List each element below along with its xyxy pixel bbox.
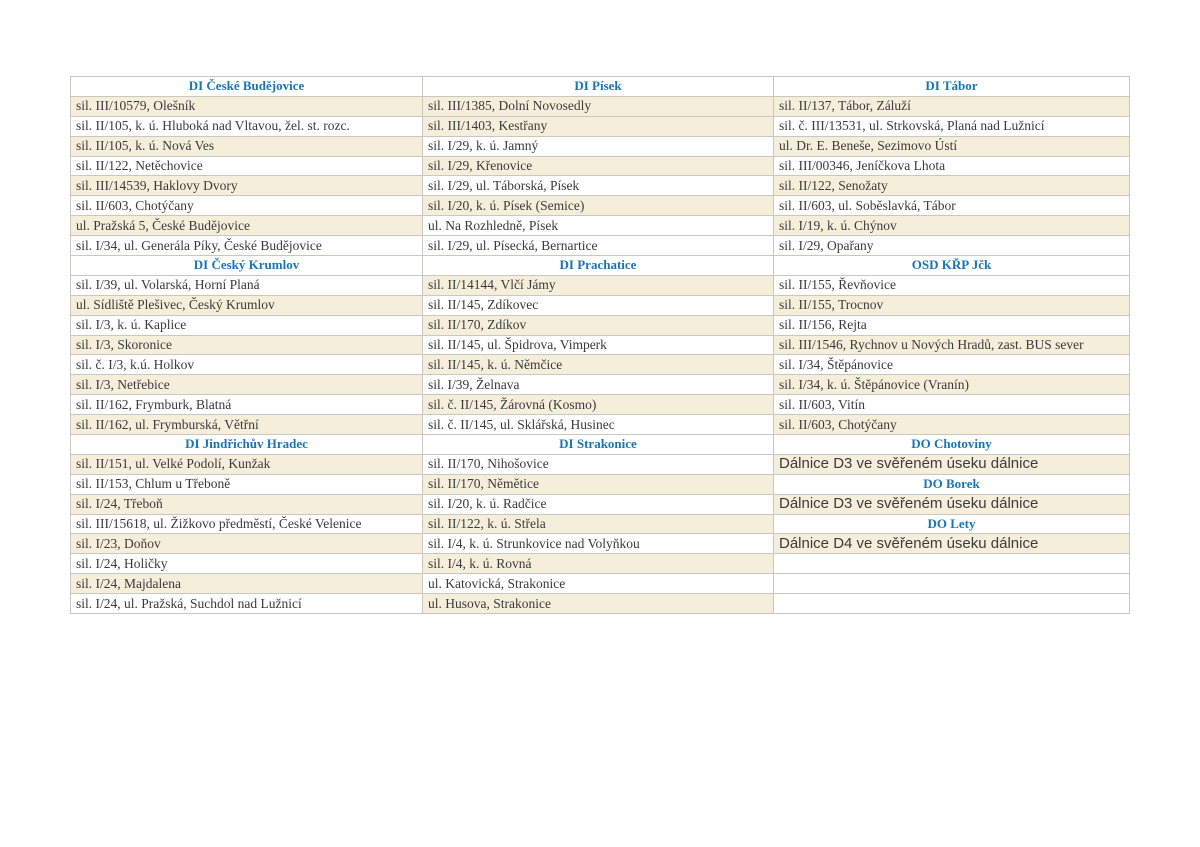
location-cell: sil. II/122, Senožaty	[774, 176, 1130, 196]
location-cell: sil. II/145, ul. Špidrova, Vimperk	[423, 335, 774, 355]
table-row	[71, 514, 1130, 534]
location-cell: sil. II/162, Frymburk, Blatná	[71, 395, 423, 415]
location-cell: sil. II/145, Zdíkovec	[423, 295, 774, 315]
location-cell: sil. č. II/145, Žárovná (Kosmo)	[423, 395, 774, 415]
location-cell: ul. Katovická, Strakonice	[423, 574, 774, 594]
table-row	[71, 176, 1130, 196]
location-cell: sil. I/19, k. ú. Chýnov	[774, 216, 1130, 236]
location-cell: sil. I/34, ul. Generála Píky, České Budějovice	[71, 236, 423, 256]
highway-note-cell: Dálnice D3 ve svěřeném úseku dálnice	[774, 494, 1130, 514]
location-cell: sil. II/14144, Vlčí Jámy	[423, 275, 774, 295]
location-cell: sil. I/29, Křenovice	[423, 156, 774, 176]
location-cell: sil. I/4, k. ú. Rovná	[423, 554, 774, 574]
location-cell: sil. II/137, Tábor, Záluží	[774, 96, 1130, 116]
location-cell: sil. II/162, ul. Frymburská, Větřní	[71, 415, 423, 435]
table-row	[71, 196, 1130, 216]
location-cell: sil. č. III/13531, ul. Strkovská, Planá nad Lužnicí	[774, 116, 1130, 136]
table-row	[71, 256, 1130, 276]
table-row	[71, 415, 1130, 435]
districts-table-body	[71, 77, 1130, 614]
location-cell: sil. I/4, k. ú. Strunkovice nad Volyňkou	[423, 534, 774, 554]
table-row	[71, 355, 1130, 375]
district-header-cell: OSD KŘP Jčk	[774, 256, 1130, 276]
location-cell: sil. I/34, k. ú. Štěpánovice (Vranín)	[774, 375, 1130, 395]
table-row	[71, 554, 1130, 574]
location-cell: sil. II/122, k. ú. Střela	[423, 514, 774, 534]
location-cell: sil. I/39, Želnava	[423, 375, 774, 395]
table-row	[71, 156, 1130, 176]
location-cell: sil. I/23, Doňov	[71, 534, 423, 554]
district-header-cell: DI Písek	[423, 77, 774, 97]
location-cell: sil. I/29, Opařany	[774, 236, 1130, 256]
location-cell: sil. II/170, Nihošovice	[423, 454, 774, 474]
location-cell: sil. II/170, Němětice	[423, 474, 774, 494]
highway-note-cell: Dálnice D3 ve svěřeném úseku dálnice	[774, 454, 1130, 474]
location-cell: sil. I/24, Holičky	[71, 554, 423, 574]
location-cell: sil. I/24, ul. Pražská, Suchdol nad Lužnicí	[71, 594, 423, 614]
location-cell: ul. Sídliště Plešivec, Český Krumlov	[71, 295, 423, 315]
location-cell: sil. II/145, k. ú. Němčice	[423, 355, 774, 375]
location-cell: sil. I/29, ul. Táborská, Písek	[423, 176, 774, 196]
location-cell: sil. III/14539, Haklovy Dvory	[71, 176, 423, 196]
location-cell: sil. I/34, Štěpánovice	[774, 355, 1130, 375]
table-row	[71, 454, 1130, 474]
table-row	[71, 335, 1130, 355]
location-cell: sil. I/20, k. ú. Radčice	[423, 494, 774, 514]
district-header-cell: DO Borek	[774, 474, 1130, 494]
highway-note-cell: Dálnice D4 ve svěřeném úseku dálnice	[774, 534, 1130, 554]
location-cell: sil. I/24, Třeboň	[71, 494, 423, 514]
table-row	[71, 315, 1130, 335]
location-cell: sil. I/3, k. ú. Kaplice	[71, 315, 423, 335]
empty-cell	[774, 554, 1130, 574]
location-cell: sil. III/10579, Olešník	[71, 96, 423, 116]
location-cell: ul. Na Rozhledně, Písek	[423, 216, 774, 236]
location-cell: sil. II/155, Řevňovice	[774, 275, 1130, 295]
districts-table	[70, 76, 1130, 614]
location-cell: sil. I/39, ul. Volarská, Horní Planá	[71, 275, 423, 295]
table-row	[71, 574, 1130, 594]
table-row	[71, 77, 1130, 97]
district-header-cell: DI Strakonice	[423, 435, 774, 455]
location-cell: ul. Pražská 5, České Budějovice	[71, 216, 423, 236]
location-cell: sil. I/24, Majdalena	[71, 574, 423, 594]
location-cell: sil. II/170, Zdíkov	[423, 315, 774, 335]
districts-table-container	[70, 76, 1129, 614]
empty-cell	[774, 594, 1130, 614]
table-row	[71, 375, 1130, 395]
district-header-cell: DI Tábor	[774, 77, 1130, 97]
location-cell: sil. II/153, Chlum u Třeboně	[71, 474, 423, 494]
table-row	[71, 216, 1130, 236]
location-cell: sil. II/155, Trocnov	[774, 295, 1130, 315]
location-cell: sil. I/3, Skoronice	[71, 335, 423, 355]
table-row	[71, 435, 1130, 455]
location-cell: sil. II/105, k. ú. Hluboká nad Vltavou, žel. st. rozc.	[71, 116, 423, 136]
location-cell: sil. II/122, Netěchovice	[71, 156, 423, 176]
location-cell: sil. I/20, k. ú. Písek (Semice)	[423, 196, 774, 216]
table-row	[71, 275, 1130, 295]
empty-cell	[774, 574, 1130, 594]
location-cell: sil. I/29, ul. Písecká, Bernartice	[423, 236, 774, 256]
location-cell: sil. III/1403, Kestřany	[423, 116, 774, 136]
district-header-cell: DI České Budějovice	[71, 77, 423, 97]
table-row	[71, 236, 1130, 256]
district-header-cell: DI Český Krumlov	[71, 256, 423, 276]
location-cell: sil. II/603, Chotýčany	[71, 196, 423, 216]
table-row	[71, 116, 1130, 136]
location-cell: sil. III/1385, Dolní Novosedly	[423, 96, 774, 116]
location-cell: sil. II/603, Chotýčany	[774, 415, 1130, 435]
location-cell: sil. II/151, ul. Velké Podolí, Kunžak	[71, 454, 423, 474]
table-row	[71, 295, 1130, 315]
table-row	[71, 96, 1130, 116]
table-row	[71, 594, 1130, 614]
district-header-cell: DI Prachatice	[423, 256, 774, 276]
location-cell: ul. Dr. E. Beneše, Sezimovo Ústí	[774, 136, 1130, 156]
location-cell: sil. II/105, k. ú. Nová Ves	[71, 136, 423, 156]
location-cell: sil. III/15618, ul. Žižkovo předměstí, České Velenice	[71, 514, 423, 534]
table-row	[71, 534, 1130, 554]
table-row	[71, 494, 1130, 514]
district-header-cell: DO Lety	[774, 514, 1130, 534]
district-header-cell: DO Chotoviny	[774, 435, 1130, 455]
location-cell: sil. III/00346, Jeníčkova Lhota	[774, 156, 1130, 176]
location-cell: sil. I/29, k. ú. Jamný	[423, 136, 774, 156]
district-header-cell: DI Jindřichův Hradec	[71, 435, 423, 455]
location-cell: sil. III/1546, Rychnov u Nových Hradů, zast. BUS sever	[774, 335, 1130, 355]
location-cell: sil. I/3, Netřebice	[71, 375, 423, 395]
table-row	[71, 136, 1130, 156]
location-cell: sil. č. I/3, k.ú. Holkov	[71, 355, 423, 375]
table-row	[71, 474, 1130, 494]
table-row	[71, 395, 1130, 415]
location-cell: sil. II/603, ul. Soběslavká, Tábor	[774, 196, 1130, 216]
location-cell: sil. II/603, Vitín	[774, 395, 1130, 415]
location-cell: sil. II/156, Rejta	[774, 315, 1130, 335]
location-cell: ul. Husova, Strakonice	[423, 594, 774, 614]
location-cell: sil. č. II/145, ul. Sklářská, Husinec	[423, 415, 774, 435]
